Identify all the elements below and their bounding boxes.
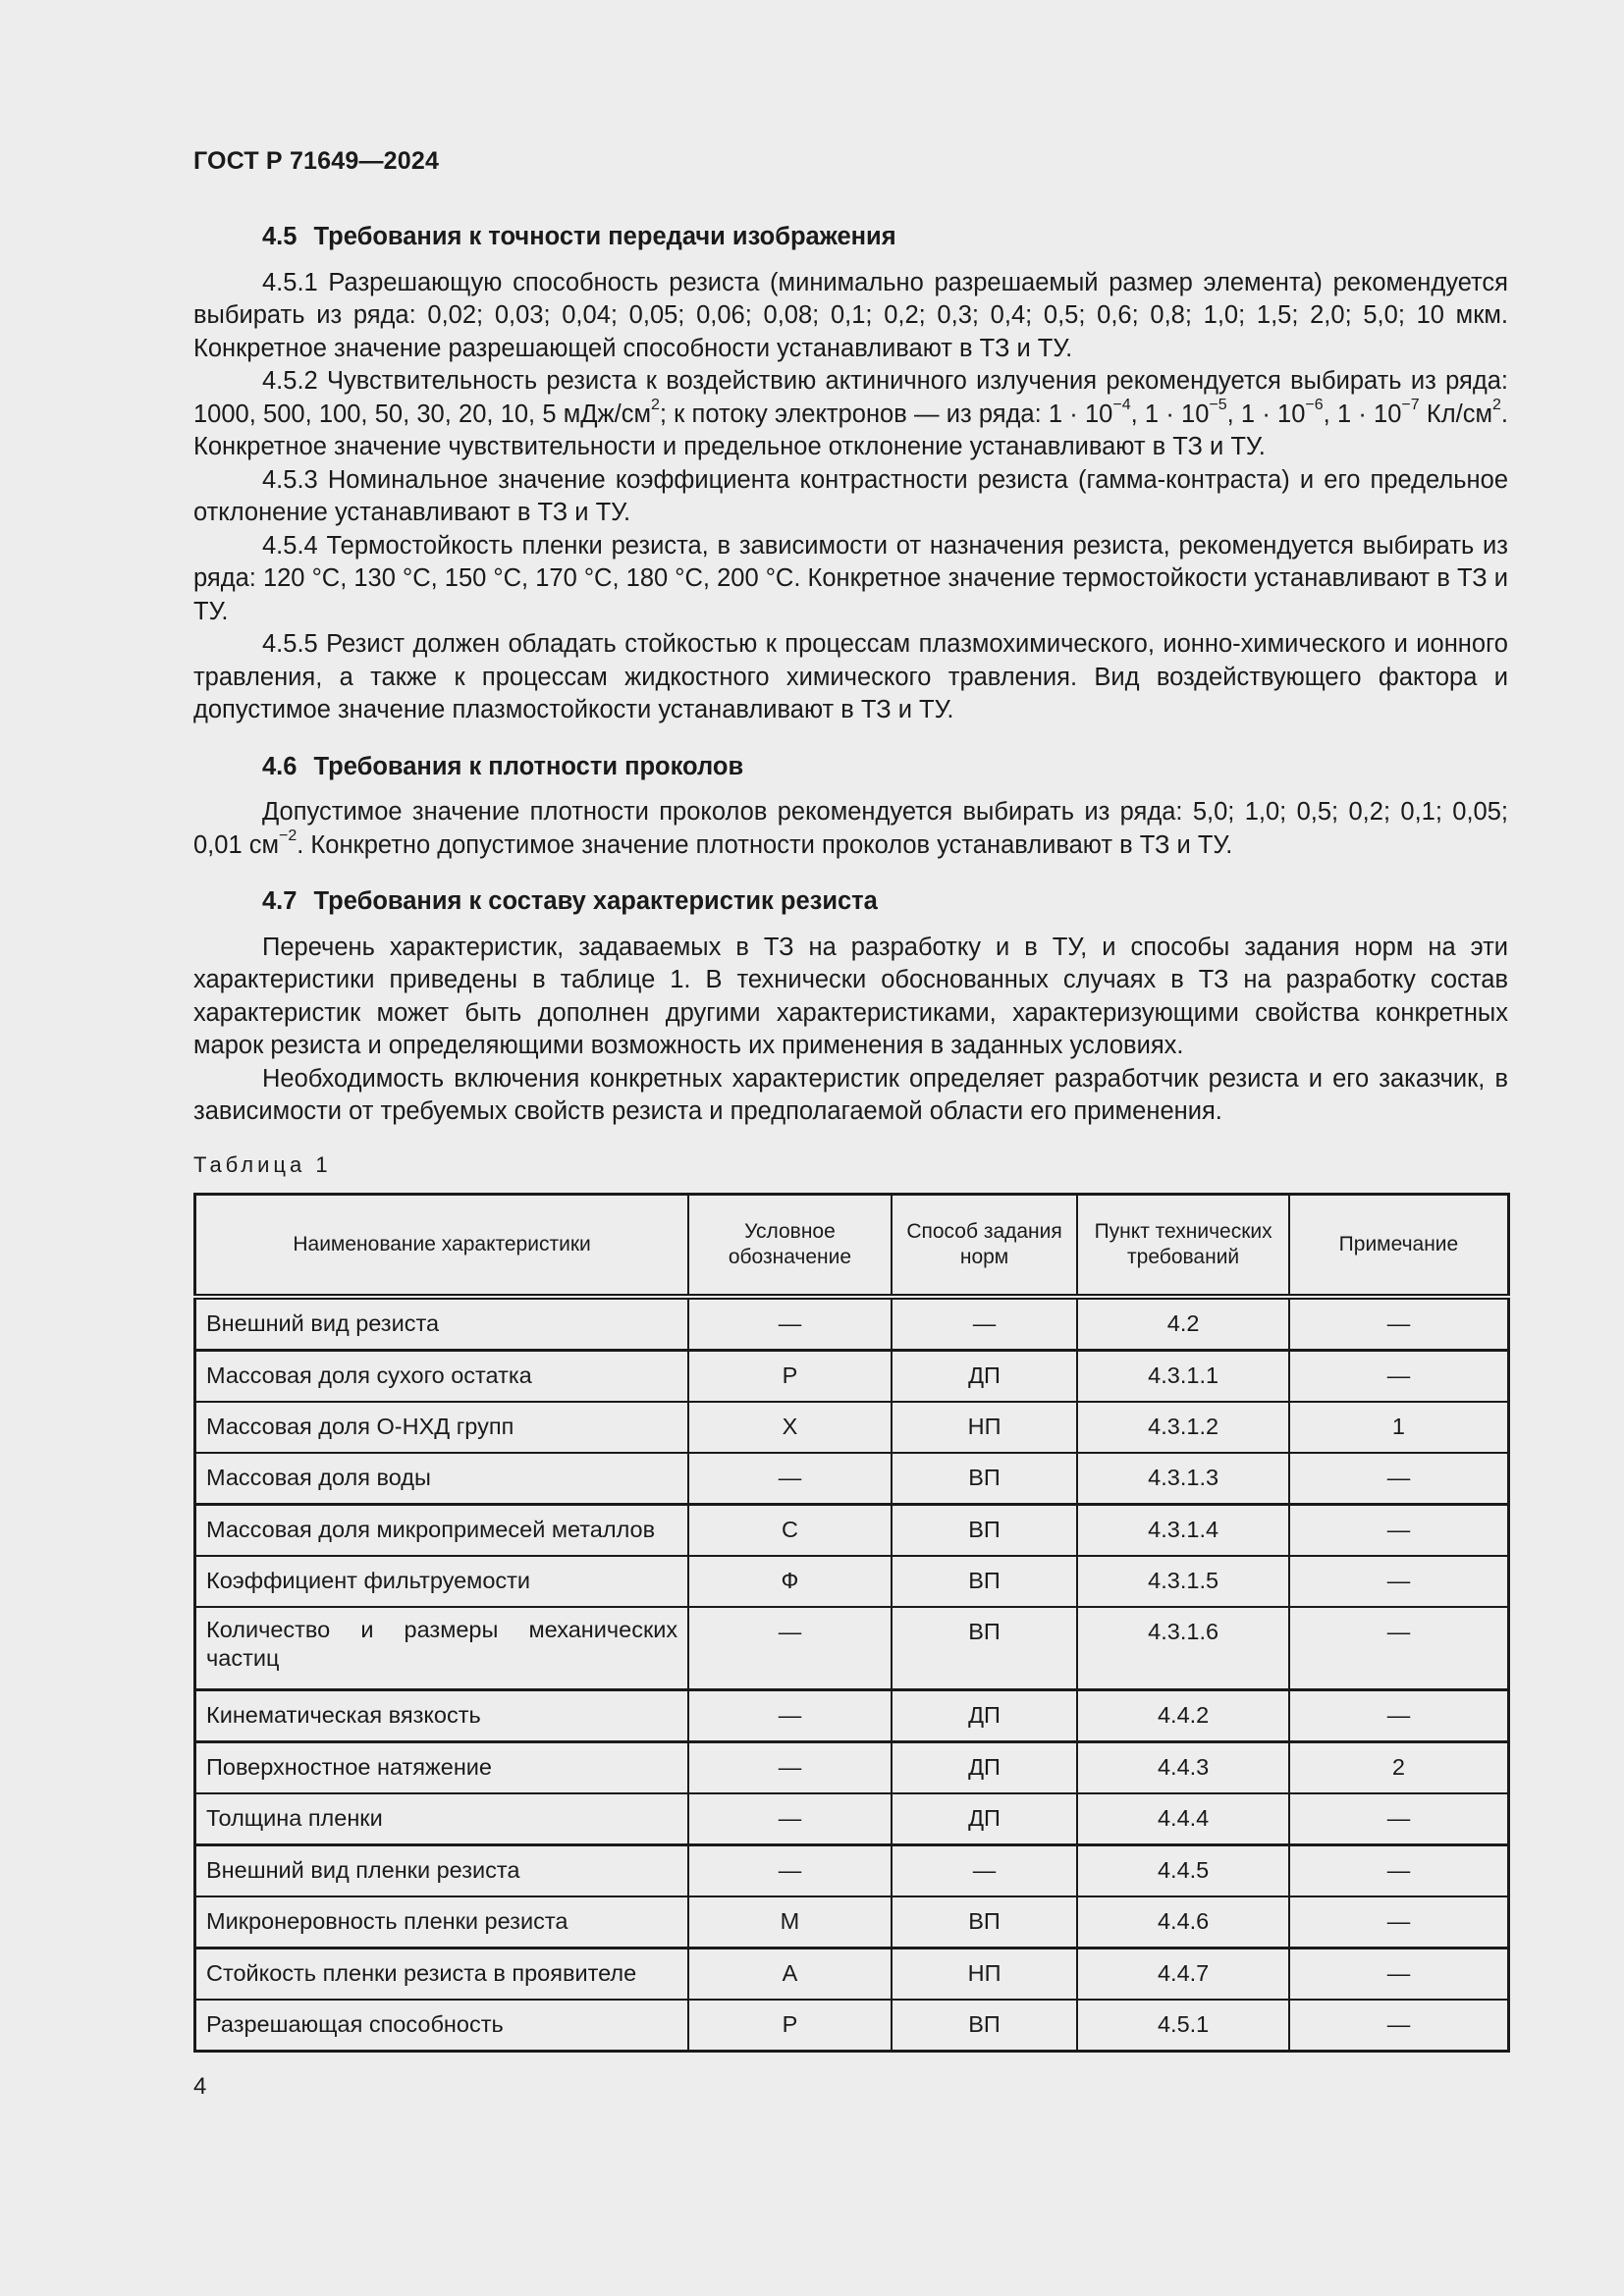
- table-cell: 4.4.6: [1077, 1896, 1289, 1949]
- table-cell: —: [688, 1607, 892, 1690]
- table-cell: —: [1289, 1556, 1509, 1607]
- table-cell: М: [688, 1896, 892, 1949]
- section-number: 4.7: [262, 887, 298, 915]
- table-cell: 4.4.7: [1077, 1949, 1289, 2001]
- table-cell: —: [892, 1297, 1078, 1351]
- paragraph-4-7-1: Перечень характеристик, задаваемых в ТЗ на разработку и в ТУ, и способы задания норм на эти характеристики приведены в таблице 1. В технически обоснованных случаях в ТЗ на разработку состав характеристик может быть дополнен другими характеристиками, характеризующими свойства конкретных марок резиста и определяющими возможность их применения в заданных условиях.: [193, 933, 1508, 1059]
- table-cell: ВП: [892, 1556, 1078, 1607]
- table-cell: Внешний вид пленки резиста: [195, 1845, 689, 1897]
- table-cell: —: [1289, 1949, 1509, 2001]
- table-cell: С: [688, 1505, 892, 1557]
- table-cell: Кинематическая вязкость: [195, 1690, 689, 1742]
- document-body: [193, 221, 1508, 2053]
- table-cell: —: [1289, 1690, 1509, 1742]
- table-cell: 4.3.1.4: [1077, 1505, 1289, 1557]
- table-cell: Массовая доля воды: [195, 1453, 689, 1505]
- page-number: 4: [193, 2073, 207, 2100]
- table-cell: 4.5.1: [1077, 2000, 1289, 2052]
- characteristics-table: [193, 1193, 1510, 2053]
- table-cell: —: [1289, 1453, 1509, 1505]
- table-cell: Количество и размеры механических частиц: [195, 1607, 689, 1690]
- section-title-text: Требования к плотности проколов: [313, 752, 744, 780]
- table-cell: Х: [688, 1402, 892, 1453]
- table-cell: Массовая доля микропримесей металлов: [195, 1505, 689, 1557]
- table-cell: Р: [688, 2000, 892, 2052]
- paragraph-4-5-1: 4.5.1 Разрешающую способность резиста (минимально разрешаемый размер элемента) рекомендуется выбирать из ряда: 0,02; 0,03; 0,04; 0,05; 0,06; 0,08; 0,1; 0,2; 0,3; 0,4; 0,5; 0,6; 0,8; 1,0; 1,5; 2,0; 5,0; 10 мкм. Конкретное значение разрешающей способности устанавливают в ТЗ и ТУ.: [193, 268, 1508, 362]
- table-row: [195, 1845, 1509, 1897]
- table-cell: Массовая доля сухого остатка: [195, 1351, 689, 1403]
- table-cell: —: [1289, 1607, 1509, 1690]
- table-cell: Массовая доля О-НХД групп: [195, 1402, 689, 1453]
- table-cell: —: [1289, 1297, 1509, 1351]
- table-cell: ДП: [892, 1351, 1078, 1403]
- table-cell: 2: [1289, 1742, 1509, 1794]
- section-title-text: Требования к составу характеристик резиста: [313, 887, 878, 915]
- table-cell: —: [688, 1742, 892, 1794]
- section-number: 4.6: [262, 752, 298, 780]
- table-cell: 4.3.1.1: [1077, 1351, 1289, 1403]
- table-cell: 4.2: [1077, 1297, 1289, 1351]
- table-cell: ВП: [892, 1607, 1078, 1690]
- column-header: Примечание: [1289, 1195, 1509, 1298]
- table-cell: ДП: [892, 1793, 1078, 1845]
- table-row: [195, 1351, 1509, 1403]
- paragraph-4-6: Допустимое значение плотности проколов рекомендуется выбирать из ряда: 5,0; 1,0; 0,5; 0,2; 0,1; 0,05; 0,01 $см^{-2}$. Конкретно допустимое значение плотности проколов устанавливают в ТЗ и ТУ.: [193, 798, 1508, 859]
- table-row: [195, 1402, 1509, 1453]
- table-cell: ВП: [892, 2000, 1078, 2052]
- paragraph-4-5-4: 4.5.4 Термостойкость пленки резиста, в зависимости от назначения резиста, рекомендуется выбирать из ряда: 120 °С, 130 °С, 150 °С, 170 °С, 180 °С, 200 °С. Конкретное значение термостойкости устанавливают в ТЗ и ТУ.: [193, 531, 1508, 625]
- table-cell: —: [892, 1845, 1078, 1897]
- section-4-5-title: [193, 221, 1508, 254]
- table-cell: 4.4.2: [1077, 1690, 1289, 1742]
- table-cell: 4.4.4: [1077, 1793, 1289, 1845]
- table-cell: —: [1289, 1896, 1509, 1949]
- column-header: Пункт технических требований: [1077, 1195, 1289, 1298]
- table-caption: Таблица 1: [193, 1151, 332, 1177]
- table-cell: Поверхностное натяжение: [195, 1742, 689, 1794]
- section-4-6-title: [193, 751, 1508, 784]
- table-cell: —: [1289, 1351, 1509, 1403]
- table-row: [195, 1505, 1509, 1557]
- table-cell: Разрешающая способность: [195, 2000, 689, 2052]
- paragraph-4-5-5: 4.5.5 Резист должен обладать стойкостью к процессам плазмохимического, ионно-химического и ионного травления, а также к процессам жидкостного химического травления. Вид воздействующего фактора и допустимое значение плазмостойкости устанавливают в ТЗ и ТУ.: [193, 630, 1508, 723]
- table-cell: —: [688, 1297, 892, 1351]
- table-row: [195, 1690, 1509, 1742]
- table-row: [195, 1742, 1509, 1794]
- paragraph-4-5-2: 4.5.2 Чувствительность резиста к воздействию актиничного излучения рекомендуется выбирать из ряда: 1000, 500, 100, 50, 30, 20, 10, 5 мДж/$см^2$; к потоку электронов — из ряда: $1 \cdot 10^{-4}$, $1 \cdot 10^{-5}$, $1 \cdot 10^{-6}$, $1 \cdot 10^{-7}$ $Кл/см^2$. Конкретное значение чувствительности и предельное отклонение устанавливают в ТЗ и ТУ.: [193, 367, 1508, 460]
- table-cell: —: [1289, 2000, 1509, 2052]
- document-header: ГОСТ Р 71649—2024: [193, 147, 440, 175]
- table-cell: Микронеровность пленки резиста: [195, 1896, 689, 1949]
- table-cell: Стойкость пленки резиста в проявителе: [195, 1949, 689, 2001]
- table-header-row: [195, 1195, 1509, 1298]
- table-row: [195, 1793, 1509, 1845]
- table-cell: 4.3.1.5: [1077, 1556, 1289, 1607]
- table-cell: 4.3.1.6: [1077, 1607, 1289, 1690]
- section-number: 4.5: [262, 223, 298, 250]
- table-row: [195, 1556, 1509, 1607]
- table-cell: —: [1289, 1845, 1509, 1897]
- column-header: Наименование характеристики: [195, 1195, 689, 1298]
- table-row: [195, 1607, 1509, 1690]
- table-cell: ВП: [892, 1453, 1078, 1505]
- table-row: [195, 1297, 1509, 1351]
- table-cell: 4.4.5: [1077, 1845, 1289, 1897]
- table-cell: —: [688, 1690, 892, 1742]
- column-header: Способ задания норм: [892, 1195, 1078, 1298]
- table-row: [195, 1453, 1509, 1505]
- table-cell: Толщина пленки: [195, 1793, 689, 1845]
- section-title-text: Требования к точности передачи изображения: [313, 223, 896, 250]
- table-cell: Внешний вид резиста: [195, 1297, 689, 1351]
- table-cell: 4.3.1.2: [1077, 1402, 1289, 1453]
- table-cell: ВП: [892, 1505, 1078, 1557]
- table-cell: —: [1289, 1505, 1509, 1557]
- paragraph-4-5-3: 4.5.3 Номинальное значение коэффициента контрастности резиста (гамма-контраста) и его предельное отклонение устанавливают в ТЗ и ТУ.: [193, 465, 1508, 526]
- table-cell: 4.4.3: [1077, 1742, 1289, 1794]
- table-cell: ДП: [892, 1742, 1078, 1794]
- table-cell: —: [688, 1453, 892, 1505]
- table-cell: НП: [892, 1949, 1078, 2001]
- table-cell: —: [688, 1793, 892, 1845]
- column-header: Условное обозначение: [688, 1195, 892, 1298]
- table-cell: Коэффициент фильтруемости: [195, 1556, 689, 1607]
- paragraph-4-7-2: Необходимость включения конкретных характеристик определяет разработчик резиста и его заказчик, в зависимости от требуемых свойств резиста и предполагаемой области его применения.: [193, 1064, 1508, 1125]
- table-cell: А: [688, 1949, 892, 2001]
- table-cell: —: [1289, 1793, 1509, 1845]
- table-row: [195, 1896, 1509, 1949]
- table-cell: НП: [892, 1402, 1078, 1453]
- table-cell: Ф: [688, 1556, 892, 1607]
- table-cell: ДП: [892, 1690, 1078, 1742]
- table-cell: 1: [1289, 1402, 1509, 1453]
- table-cell: 4.3.1.3: [1077, 1453, 1289, 1505]
- table-cell: —: [688, 1845, 892, 1897]
- table-row: [195, 1949, 1509, 2001]
- table-cell: ВП: [892, 1896, 1078, 1949]
- table-row: [195, 2000, 1509, 2052]
- table-cell: Р: [688, 1351, 892, 1403]
- section-4-7-title: [193, 885, 1508, 919]
